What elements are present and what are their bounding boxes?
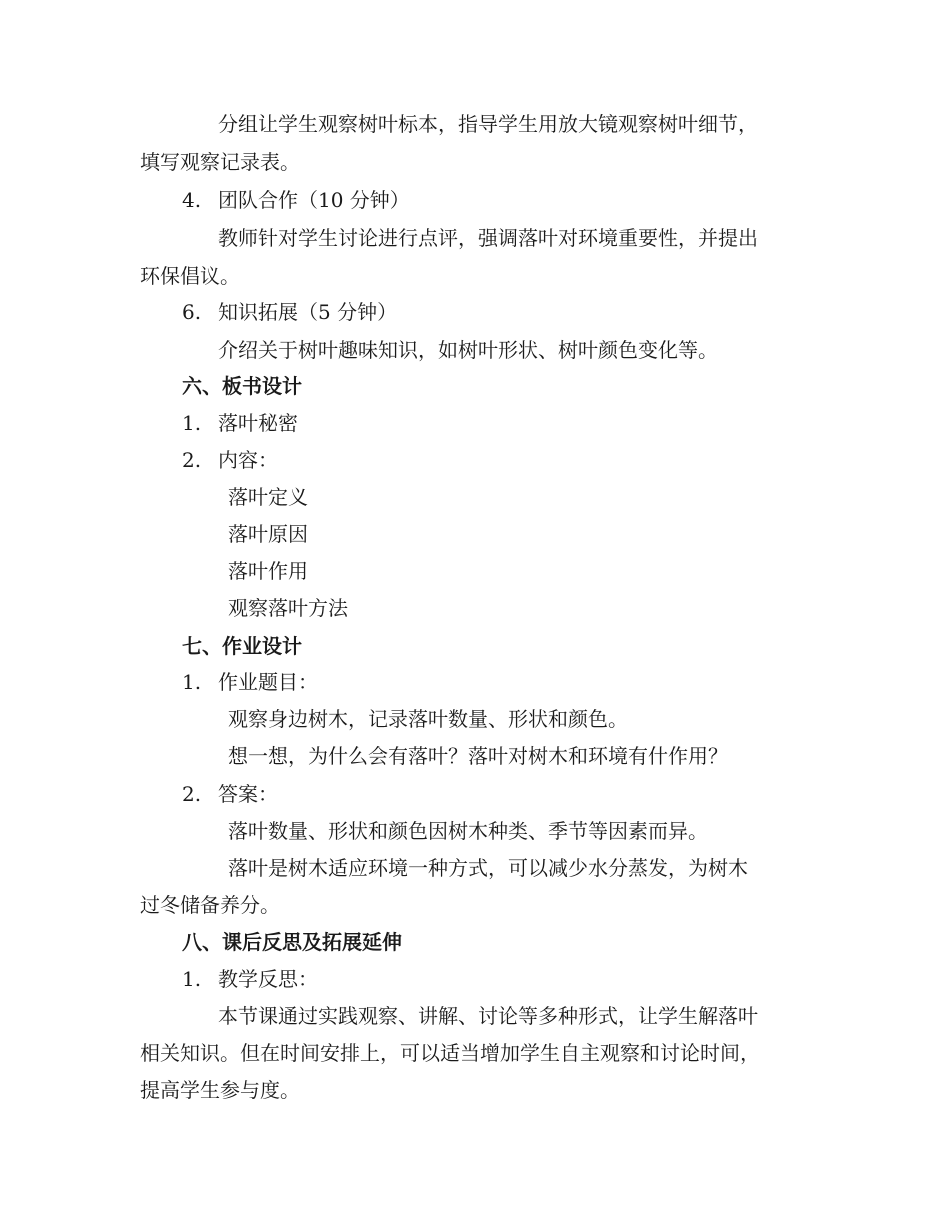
item-number: 2. xyxy=(182,448,202,472)
list-item: 观察身边树木，记录落叶数量、形状和颜色。 xyxy=(228,707,628,731)
item-number: 1. xyxy=(182,967,202,991)
paragraph-line: 分组让学生观察树叶标本，指导学生用放大镜观察树叶细节， xyxy=(218,112,758,136)
section-heading: 八、课后反思及拓展延伸 xyxy=(182,930,402,954)
item-number: 6. xyxy=(182,300,202,324)
paragraph-line: 填写观察记录表。 xyxy=(140,150,300,174)
paragraph-line: 环保倡议。 xyxy=(140,264,240,288)
section-heading: 六、板书设计 xyxy=(182,374,302,398)
numbered-item xyxy=(182,670,318,694)
paragraph-line: 提高学生参与度。 xyxy=(140,1078,300,1102)
item-text: 答案： xyxy=(218,782,278,806)
numbered-item xyxy=(182,411,298,435)
numbered-item xyxy=(182,448,278,472)
numbered-item xyxy=(182,782,278,806)
section-heading: 七、作业设计 xyxy=(182,634,302,658)
item-text: 团队合作（10 分钟） xyxy=(218,188,410,212)
numbered-item xyxy=(182,967,318,991)
list-item: 落叶定义 xyxy=(228,485,308,509)
paragraph-line: 介绍关于树叶趣味知识，如树叶形状、树叶颜色变化等。 xyxy=(218,338,718,362)
list-item: 观察落叶方法 xyxy=(228,596,348,620)
paragraph-line: 本节课通过实践观察、讲解、讨论等多种形式，让学生解落叶 xyxy=(218,1004,758,1028)
numbered-item xyxy=(182,188,410,212)
item-text: 教学反思： xyxy=(218,967,318,991)
paragraph-line: 相关知识。但在时间安排上，可以适当增加学生自主观察和讨论时间， xyxy=(140,1041,760,1065)
item-text: 知识拓展（5 分钟） xyxy=(218,300,398,324)
list-item: 落叶数量、形状和颜色因树木种类、季节等因素而异。 xyxy=(228,819,708,843)
list-item: 落叶作用 xyxy=(228,559,308,583)
list-item: 落叶原因 xyxy=(228,522,308,546)
list-item: 想一想，为什么会有落叶？落叶对树木和环境有什作用？ xyxy=(228,744,728,768)
item-text: 作业题目： xyxy=(218,670,318,694)
numbered-item xyxy=(182,300,397,324)
list-item: 落叶是树木适应环境一种方式，可以减少水分蒸发，为树木 xyxy=(228,856,748,880)
item-text: 落叶秘密 xyxy=(218,411,298,435)
item-text: 内容： xyxy=(218,448,278,472)
item-number: 4. xyxy=(182,188,202,212)
item-number: 1. xyxy=(182,411,202,435)
paragraph-line: 过冬储备养分。 xyxy=(140,893,280,917)
paragraph-line: 教师针对学生讨论进行点评，强调落叶对环境重要性，并提出 xyxy=(218,226,758,250)
item-number: 1. xyxy=(182,670,202,694)
item-number: 2. xyxy=(182,782,202,806)
